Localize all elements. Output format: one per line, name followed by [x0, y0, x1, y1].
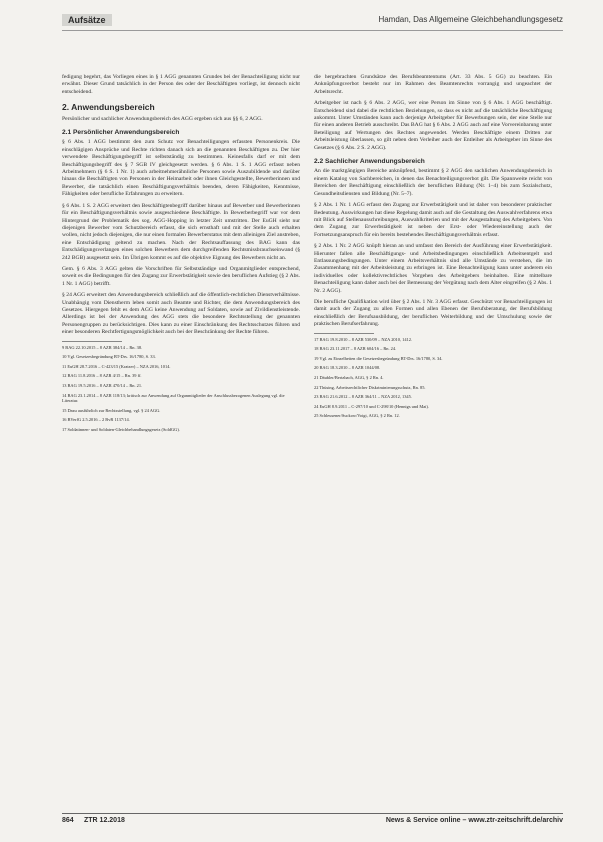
paragraph: § 6 Abs. 1 AGG bestimmt den zum Schutz vor Benachteiligungen erfassten Personenkreis. Die einschlägigen Ansprüche und Rechte richten danach sich an die genannten Beschäftigten zu. Der hier verwendete Beschäftigungsbegriff ist selbstständig zu bestimmen. Keinesfalls darf er mit dem Beschäftigungsbegriff des § 7 SGB IV gleichgesetzt werden. § 6 Abs. 1 S. 1 AGG erfasst neben Arbeitnehmern (§ 6 S. 1 Nr. 1) auch arbeitnehmerähnliche Personen sowie Auszubildende und darüber hinaus die Beschäftigten von Personen in der Heimarbeit oder ihnen Gleichgestellte, Bewerberinnen und Bewerber, die tatsächlich einen Beschäftigungsverhältnis beenden, deren Fähigkeiten, Kenntnisse, Fähigkeiten oder berufliche Erfahrungen zu erweitern. — [62, 139, 300, 198]
footnote: 22 Thüsing, Arbeitsrechtlicher Diskriminierungsschutz, Rn. 85. — [314, 384, 426, 390]
subsection-heading: 2.2 Sachlicher Anwendungsbereich — [314, 158, 425, 166]
paragraph: fedigung begehrt, das Vorliegen eines in § 1 AGG genannten Grundes bei der Benachteiligung nicht nur erwähnt. Dieser Grund tatsächlich in der Person des oder der Beschäftigten vorliegt, ist dennoch nicht entscheidend. — [62, 74, 300, 95]
footnotes — [314, 337, 552, 419]
right-column — [314, 74, 552, 423]
footnote: 21 Däubler/Bertzbach, AGG, § 2 Rn. 4. — [314, 374, 384, 380]
footnote: 16 BVerfG 2.5.2016 – 2 BvR 1137/14. — [62, 417, 130, 423]
paragraph: An die marktgängigen Bereiche anknüpfend, bestimmt § 2 AGG den sachlichen Anwendungsbereich in einem Katalog von Sachbereichen, in denen das Benachteiligungsverbot gilt. Die Spannweite reicht von Bereichen der Beschäftigung einschließlich der beruflichen Bildung (Nr. 1–4) bis zum Sozialschutz, Gesundheitsdiensten und Bildung (Nr. 5–7). — [314, 168, 552, 197]
running-title: Hamdan, Das Allgemeine Gleichbehandlungsgesetz — [378, 15, 563, 24]
footnote: 10 Vgl. Gesetzesbegründung BT-Drs. 16/1780, S. 33. — [62, 354, 156, 360]
footnote: 9 BAG 22.10.2015 – 8 AZR 384/14 – Rn. 38. — [62, 344, 143, 350]
footnote: 17 Soldatinnen- und Soldaten-Gleichbehandlungsgesetz (SoldGG). — [62, 426, 180, 432]
footnote: 24 EuGH 8.9.2011 – C-297/10 und C-298/10 (Hennigs und Mai). — [314, 403, 429, 409]
paragraph: Die berufliche Qualifikation wird über § 2 Abs. 1 Nr. 3 AGG erfasst. Geschützt vor Benachteiligungen ist damit auch der Zugang zu allen Formen und allen Ebenen der Berufsberatung, der Berufsbildung einschließlich der Berufsausbildung, der beruflichen Weiterbildung und der Umschulung sowie der praktischen Berufserfahrung. — [314, 298, 552, 328]
paragraph: § 2 Abs. 1 Nr. 1 AGG erfasst den Zugang zur Erwerbstätigkeit und ist daher von besonderer praktischer Bedeutung. Auswirkungen hat diese Regelung damit auch auf die Gestaltung des Auswahlverfahrens etwa mit Blick auf Stellenausschreibungen, Auswahlkriterien und mit der Ausgestaltung des Arbeitgebers. Von dem Zugang zur Erwerbstätigkeit ist neben der Erst- oder Wiedereinstellung auch der Fortsetzungsanspruch für ein bereits bestehendes Beschäftigungsverhältnis erfasst. — [314, 202, 552, 238]
footnote: 20 BAG 18.3.2010 – 8 AZR 1044/08. — [314, 365, 381, 371]
footnote: 15 Dazu ausführlich zur Rechtsstellung, vgl. § 24 AGG. — [62, 407, 161, 413]
page-footer — [62, 813, 563, 826]
website-link[interactable]: News & Service online – www.ztr-zeitschrift.de/archiv — [385, 817, 563, 824]
paragraph: § 2 Abs. 1 Nr. 2 AGG knüpft hieran an und umfasst den Bereich der Ausführung einer Erwerbstätigkeit. Hierunter fallen alle Beschäftigungs- und Arbeitsbedingungen einschließlich Arbeitsentgelt und Entlassungsbedingungen. Unter einem Arbeitsverhältnis sind alle Umstände zu verstehen, die im Zusammenhang mit der Arbeitsleistung zu erbringen ist. Eine Benachteiligung kann unter anderem ein individuelles oder kollektivrechtliches Vorgehen des Arbeitgebers beinhalten. Eine mittelbare Benachteiligung kann daher auch bei der Bemessung der Vergütung nach dem Alter eingreifen (§ 2 Abs. 1 Nr. 2 AGG). — [314, 243, 552, 294]
section-tag: Aufsätze — [62, 14, 112, 26]
paragraph: Gem. § 6 Abs. 3 AGG gelten die Vorschriften für Selbstständige und Organmitglieder entsprechend, soweit es die Bedingungen für den Zugang zur Erwerbstätigkeit sowie den beruflichen Aufstieg (§ 2 Abs. 1 Nr. 1 AGG) betrifft. — [62, 265, 300, 287]
journal-issue: ZTR 12.2018 — [84, 817, 125, 824]
page-number: 864 — [62, 817, 74, 824]
footnote-rule — [314, 333, 374, 334]
footnote: 17 BAG 19.8.2010 – 8 AZR 530/09 – NZA 2010, 1412. — [314, 336, 413, 342]
footnote-rule — [62, 341, 122, 342]
paragraph: Persönlicher und sachlicher Anwendungsbereich des AGG ergeben sich aus §§ 6, 2 AGG. — [62, 115, 263, 122]
footnote: 25 Schleusener/Suckow/Voigt, AGG, § 2 Rn. 12. — [314, 413, 400, 419]
footnotes — [62, 345, 300, 433]
footnote: 18 BAG 23.11.2017 – 8 AZR 604/16 – Rn. 24. — [314, 346, 397, 352]
footnote: 11 EuGH 28.7.2016 – C-423/15 (Kratzer) – NZA 2016, 1014. — [62, 363, 171, 369]
paragraph: § 6 Abs. 1 S. 2 AGG erweitert den Beschäftigtenbegriff darüber hinaus auf Bewerber und Bewerberinnen für ein Beschäftigungsverhältnis sowie ausgeschiedene Beschäftigte. In Bewerberbegriff war vor dem Hintergrund der Problematik des sog. AGG-Hopping in letzter Zeit umstritten. Der EuGH sieht nur diejenigen Bewerber vom Schutzbereich erfasst, die sich ernsthaft und mit der Stelle auch erhalten wollen, nicht jedoch diejenigen, die nur einen formalen Bewerberstatus mit dem alleinigen Ziel anstreben, eine Entschädigung geltend zu machen. Nach der Rechtsauffassung des BAG kann das Entschädigungsverlangen eines solchen Bewerbers dem durchgreifenden Rechtsmissbrauchseinwand (§ 242 BGB) ausgesetzt sein. Im Übrigen kommt es auf die objektive Eignung des Bewerbers nicht an. — [62, 202, 300, 261]
footnote: 23 BAG 21.6.2012 – 8 AZR 364/11 – NZA 2012, 1345. — [314, 394, 412, 400]
subsection-heading: 2.1 Persönlicher Anwendungsbereich — [62, 129, 180, 137]
footnote: 14 BAG 23.1.2014 – 8 AZR 118/13; kritisch zur Anwendung auf Organmitglieder der Anschlussbezogenen Auslegung vgl. die Literatur. — [62, 392, 285, 404]
paragraph: Arbeitgeber ist nach § 6 Abs. 2 AGG, wer eine Person im Sinne von § 6 Abs. 1 AGG beschäftigt. Entscheidend sind dabei die rechtlichen Beziehungen, so dass es nicht auf die tatsächliche Beschäftigung ankommt. Unter Umständen kann auch derjenige Arbeitgeber für Bewerbungen sein, der eine Stelle nur für einen anderen Betrieb ausschreibt. Das BAG hat § 6 Abs. 2 AGG auch auf eine Vorvereinbarung unter Beteiligung auf Wertungen des Rechtes angewendet. Werden Beschäftigte einem Dritten zur Arbeitsleistung überlassen, so gilt neben dem Verleiher auch der Entleiher als Arbeitgeber im Sinne des Gesetzes (§ 6 Abs. 2 S. 2 AGG). — [314, 100, 552, 151]
footnote: 13 BAG 19.5.2016 – 8 AZR 470/14 – Rn. 21. — [62, 382, 143, 388]
footnote: 12 BAG 11.8.2016 – 8 AZR 4/15 – Rn. 39 ff. — [62, 373, 142, 379]
footnote: 19 Vgl. zu Einzelheiten die Gesetzesbegründung BT-Drs. 16/1780, S. 34. — [314, 355, 443, 361]
paragraph: § 24 AGG erweitert den Anwendungsbereich schließlich auf die öffentlich-rechtlichen Dienstverhältnisse. Unabhängig vom Dienstherrn leben somit auch Beamte und Richter, die dem Anwendungsbereich des Gesetzes. Hiergegen fehlt es dem AGG keine Anwendung auf Soldaten, sowie auf Zivildienstleistende. Allerdings ist bei der Anwendung des AGG stets die besondere Rechtsstellung der genannten Personengruppen zu berücksichtigen. Dies kann zu einer Einschränkung des Rechtsschutzes führen und einer besonderen Rechtfertigungsmöglichkeit auch bei der Beschränkung der Rechte führen. — [62, 292, 300, 336]
left-column — [62, 74, 300, 437]
page-header — [62, 12, 563, 31]
section-heading: 2. Anwendungsbereich — [62, 102, 155, 113]
paragraph: die hergebrachten Grundsätze des Berufsbeamtentums (Art. 33 Abs. 5 GG) zu beachten. Ein Anknüpfungsverbot besteht nur im Rahmen des Beamtenrechts vorrangig und ungeachtet der Arbeitsrecht. — [314, 74, 552, 95]
